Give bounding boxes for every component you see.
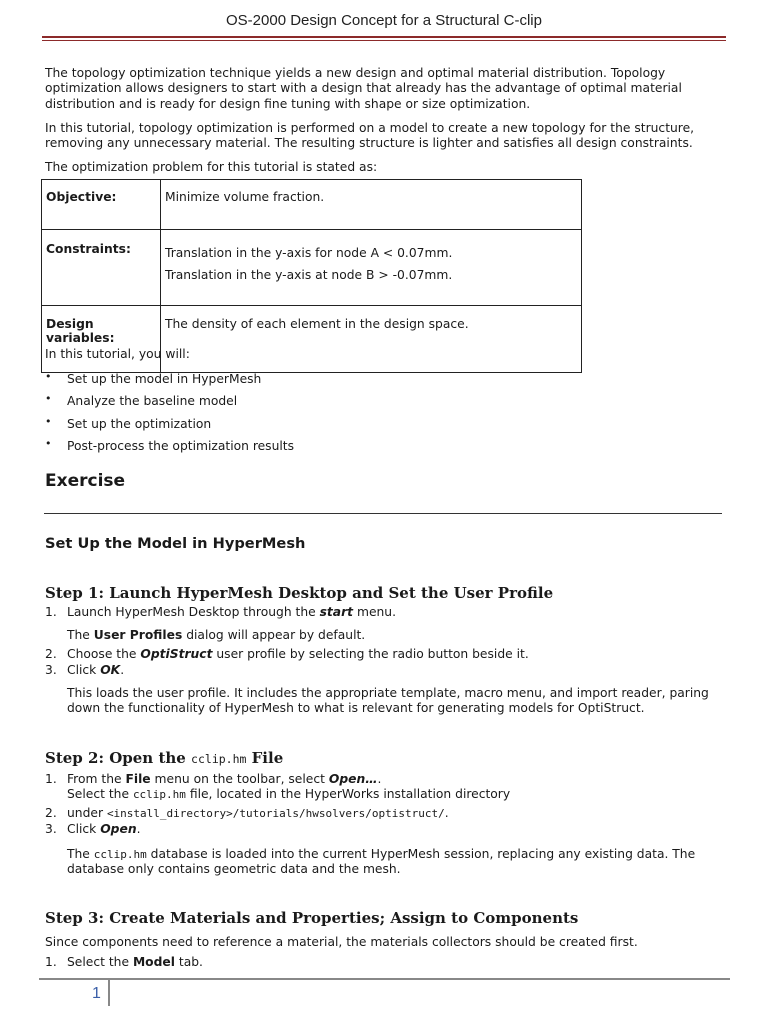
- footer-rule: [39, 978, 730, 980]
- constraint-2: Translation in the y-axis at node B > -0.07mm.: [165, 268, 453, 282]
- section-divider: [44, 513, 722, 514]
- text-run: menu.: [353, 605, 397, 619]
- open-menu-term: Open…: [328, 772, 378, 786]
- design-variables-label-line-2: variables:: [46, 331, 115, 345]
- tasks-intro: In this tutorial, you will:: [45, 347, 190, 361]
- text-run: .: [444, 806, 449, 820]
- table-row-constraints: [42, 230, 582, 306]
- step-3-intro: Since components need to reference a material, the materials collectors should be created first.: [45, 935, 638, 949]
- model-tab-term: Model: [132, 955, 175, 969]
- page-header-title: OS-2000 Design Concept for a Structural C-clip: [226, 12, 542, 29]
- constraints-label: Constraints:: [42, 230, 161, 306]
- text-run: Select the: [67, 787, 133, 802]
- step-1-item-2-number: 2.: [45, 647, 57, 661]
- text-run: .: [377, 772, 382, 786]
- step-3-heading: Step 3: Create Materials and Properties; Assign to Components: [45, 909, 579, 927]
- text-run: under: [67, 806, 107, 820]
- open-term: Open: [100, 822, 137, 836]
- page-number: 1: [92, 985, 101, 1002]
- objective-value: Minimize volume fraction.: [161, 180, 582, 230]
- step-2-item-2-number: 2.: [45, 806, 57, 820]
- text-run: .: [120, 663, 125, 677]
- ok-term: OK: [100, 663, 121, 677]
- step-1-item-2: [67, 647, 727, 662]
- start-menu-term: start: [319, 605, 354, 619]
- optimization-problem-table: [41, 179, 582, 373]
- text-run: database is loaded into the current HyperMesh session, replacing any existing data. The database only contains geometric data and the mesh.: [67, 847, 696, 877]
- text-run: The: [67, 628, 94, 642]
- step-2-heading: [45, 749, 283, 767]
- user-profiles-term: User Profiles: [93, 628, 183, 642]
- step-2-item-1: [67, 772, 727, 803]
- text-run: The: [67, 847, 94, 861]
- step-3-item-1: [67, 955, 727, 970]
- bullet-icon: •: [45, 370, 52, 383]
- step-1-item-3-number: 3.: [45, 663, 57, 677]
- constraint-1: Translation in the y-axis for node A < 0.07mm.: [165, 246, 453, 260]
- text-run: Click: [67, 663, 101, 677]
- step-2-item-3: [67, 822, 727, 837]
- step-2-item-2: [67, 806, 727, 821]
- task-item: Post-process the optimization results: [67, 439, 295, 453]
- objective-label: Objective:: [42, 180, 161, 230]
- table-row-design-variables: [42, 306, 582, 373]
- bullet-icon: •: [45, 415, 52, 428]
- text-run: .: [136, 822, 141, 836]
- step-2-note: [67, 847, 727, 878]
- intro-paragraph-1: The topology optimization technique yields a new design and optimal material distribution. Topology optimization allows designers to start with a design that already has the advantage of optimal material distribution and is ready for design fine tuning with shape or size optimization.: [45, 66, 682, 111]
- task-item: Set up the model in HyperMesh: [67, 372, 262, 386]
- filename: cclip.hm: [132, 788, 186, 802]
- task-item: Analyze the baseline model: [67, 394, 238, 408]
- step-1-item-1-number: 1.: [45, 605, 57, 619]
- exercise-heading: Exercise: [45, 471, 126, 491]
- task-item: Set up the optimization: [67, 417, 212, 431]
- text-run: user profile by selecting the radio button beside it.: [212, 647, 529, 661]
- text-run: menu on the toolbar, select: [150, 772, 329, 786]
- step-1-heading: Step 1: Launch HyperMesh Desktop and Set the User Profile: [45, 584, 554, 602]
- design-variables-value: The density of each element in the design space.: [161, 306, 582, 373]
- filename: cclip.hm: [191, 752, 247, 766]
- section-subheading: Set Up the Model in HyperMesh: [45, 535, 306, 552]
- page-number-divider: [108, 980, 110, 1006]
- text-run: Click: [67, 822, 101, 836]
- text-run: Select the: [67, 955, 133, 969]
- constraints-value: [161, 230, 582, 306]
- text-run: File: [246, 749, 284, 767]
- intro-paragraph-2: In this tutorial, topology optimization is performed on a model to create a new topology for the structure, removing any unnecessary material. The resulting structure is lighter and satisfies all design constraints.: [45, 121, 695, 151]
- step-3-item-1-number: 1.: [45, 955, 57, 969]
- step-1-note-1: [67, 628, 727, 643]
- header-rule: [42, 36, 726, 38]
- intro-paragraph-3: The optimization problem for this tutorial is stated as:: [45, 160, 378, 174]
- step-1-note-2: This loads the user profile. It includes the appropriate template, macro menu, and import reader, paring down the functionality of HyperMesh to what is relevant for generating models for OptiStruct.: [67, 686, 709, 716]
- filename: cclip.hm: [93, 848, 147, 861]
- text-run: Step 2: Open the: [45, 749, 192, 767]
- file-menu-term: File: [125, 772, 151, 786]
- text-run: tab.: [174, 955, 203, 969]
- step-1-item-1: [67, 605, 727, 620]
- text-run: file, located in the HyperWorks installation directory: [185, 787, 511, 802]
- text-run: Choose the: [67, 647, 141, 661]
- optistruct-term: OptiStruct: [140, 647, 213, 661]
- table-row-objective: [42, 180, 582, 230]
- design-variables-label: [42, 306, 161, 373]
- text-run: dialog will appear by default.: [182, 628, 366, 642]
- step-2-item-1-number: 1.: [45, 772, 57, 786]
- step-1-item-3: [67, 663, 727, 678]
- bullet-icon: •: [45, 392, 52, 405]
- bullet-icon: •: [45, 437, 52, 450]
- text-run: Launch HyperMesh Desktop through the: [67, 605, 320, 619]
- step-2-item-3-number: 3.: [45, 822, 57, 836]
- text-run: From the: [67, 772, 126, 786]
- header-rule-thin: [42, 40, 726, 41]
- directory-path: <install_directory>/tutorials/hwsolvers/optistruct/: [106, 807, 445, 820]
- design-variables-label-line-1: Design: [46, 317, 94, 331]
